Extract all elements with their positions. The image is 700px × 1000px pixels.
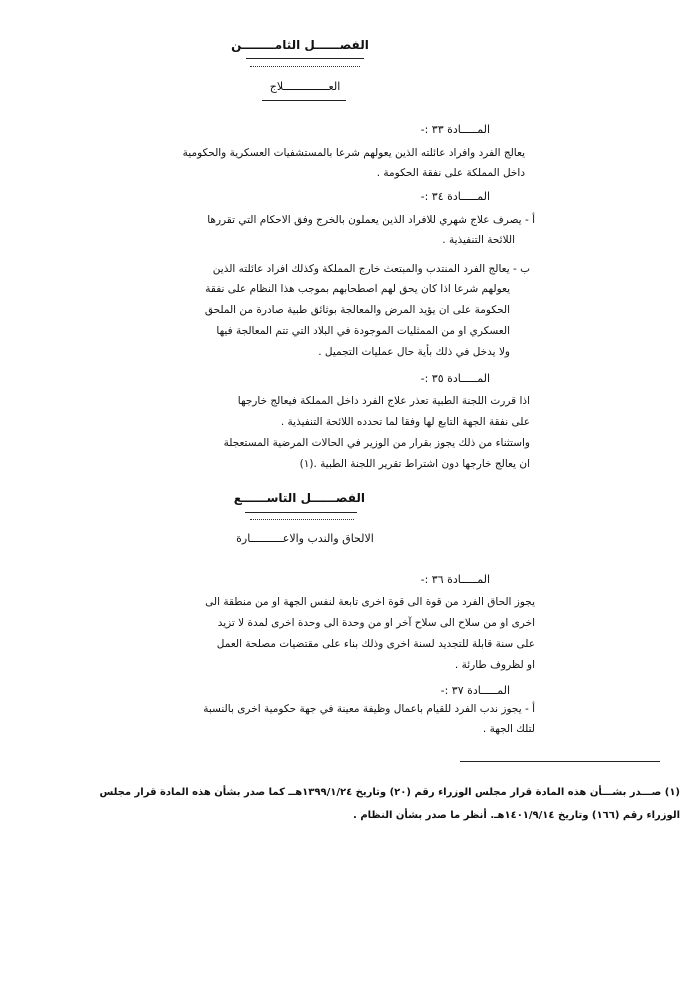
article-34-a-line-2: اللائحة التنفيذية . (442, 234, 515, 246)
footnote-separator (460, 761, 660, 762)
article-36-line-4: او لظروف طارئة . (454, 659, 535, 671)
article-33-line-1: يعالج الفرد وافراد عائلته الذين يعولهم شرعا بالمستشفيات العسكرية والحكومية (182, 147, 525, 159)
article-37-line-2: لتلك الجهة . (482, 723, 535, 735)
article-34-b-line-1: ب - يعالج الفرد المنتدب والمبتعث خارج المملكة وكذلك افراد عائلته الذين (212, 263, 530, 275)
article-33-line-2: داخل المملكة على نفقة الحكومة . (376, 167, 525, 179)
chapter-8-title: الفصــــــل الثامــــــــن (231, 38, 369, 52)
article-34-a-line-1: أ - يصرف علاج شهري للافراد الذين يعملون بالخرج وفق الاحكام التي تقررها (207, 214, 535, 226)
article-33-label: المـــــادة ٣٣ :- (420, 123, 490, 136)
chapter-8-title-underline (246, 58, 364, 59)
article-35-label: المـــــادة ٣٥ :- (420, 372, 490, 385)
chapter-9-title: الفصــــــل التاســــــع (233, 491, 365, 505)
chapter-9-title-underline (245, 512, 357, 513)
article-35-line-2: على نفقة الجهة التابع لها وفقا لما تحدده اللائحة التنفيذية . (280, 416, 530, 428)
article-34-b-line-4: العسكري او من الممثليات الموجودة في البلاد التي تتم المعالجة فيها (216, 325, 510, 337)
article-36-label: المـــــادة ٣٦ :- (420, 573, 490, 586)
article-35-line-3: واستثناء من ذلك يجوز بقرار من الوزير في الحالات المرضية المستعجلة (223, 437, 530, 449)
article-35-line-4: ان يعالج خارجها دون اشتراط تقرير اللجنة الطبية .(١) (299, 458, 530, 470)
article-36-line-2: اخرى او من سلاح الى سلاح آخر او من وحدة الى وحدة اخرى لمدة لا تزيد (217, 617, 535, 629)
chapter-9-title-dots (250, 519, 354, 520)
article-37-label: المـــــادة ٣٧ :- (440, 684, 510, 697)
footnote-line-2: الوزراء رقم (١٦٦) وتاريخ ١٤٠١/٩/١٤هـ. أنظر ما صدر بشأن النظام . (353, 810, 680, 821)
section-treatment-title: العــــــــــــــلاج (269, 80, 341, 93)
section-treatment-underline (262, 100, 346, 101)
article-36-line-3: على سنة قابلة للتجديد لسنة اخرى وذلك بناء على مقتضيات مصلحة العمل (216, 638, 535, 650)
chapter-8-title-dots (250, 66, 360, 67)
footnote-line-1: (١) صـــدر بشـــأن هذه المادة قرار مجلس الوزراء رقم (٢٠) وتاريخ ١٣٩٩/١/٢٤هــ كما صدر بشأن هذه المادة قرار مجلس (99, 787, 680, 798)
article-35-line-1: اذا قررت اللجنة الطبية تعذر علاج الفرد داخل المملكة فيعالج خارجها (237, 395, 530, 407)
section-secondment-title: الالحاق والندب والاعــــــــــارة (236, 532, 374, 545)
article-34-b-line-3: الحكومة على ان يؤيد المرض والمعالجة بوثائق طبية صادرة من الملحق (204, 304, 510, 316)
article-37-line-1: أ - يجوز ندب الفرد للقيام باعمال وظيفة معينة في جهة حكومية اخرى بالنسبة (203, 703, 535, 715)
article-34-b-line-5: ولا يدخل في ذلك بأية حال عمليات التجميل . (318, 346, 510, 358)
article-34-label: المـــــادة ٣٤ :- (420, 190, 490, 203)
article-36-line-1: يجوز الحاق الفرد من قوة الى قوة اخرى تابعة لنفس الجهة او من منطقة الى (205, 596, 535, 608)
article-34-b-line-2: يعولهم شرعا اذا كان يحق لهم اصطحابهم بموجب هذا النظام على نفقة (205, 283, 510, 295)
